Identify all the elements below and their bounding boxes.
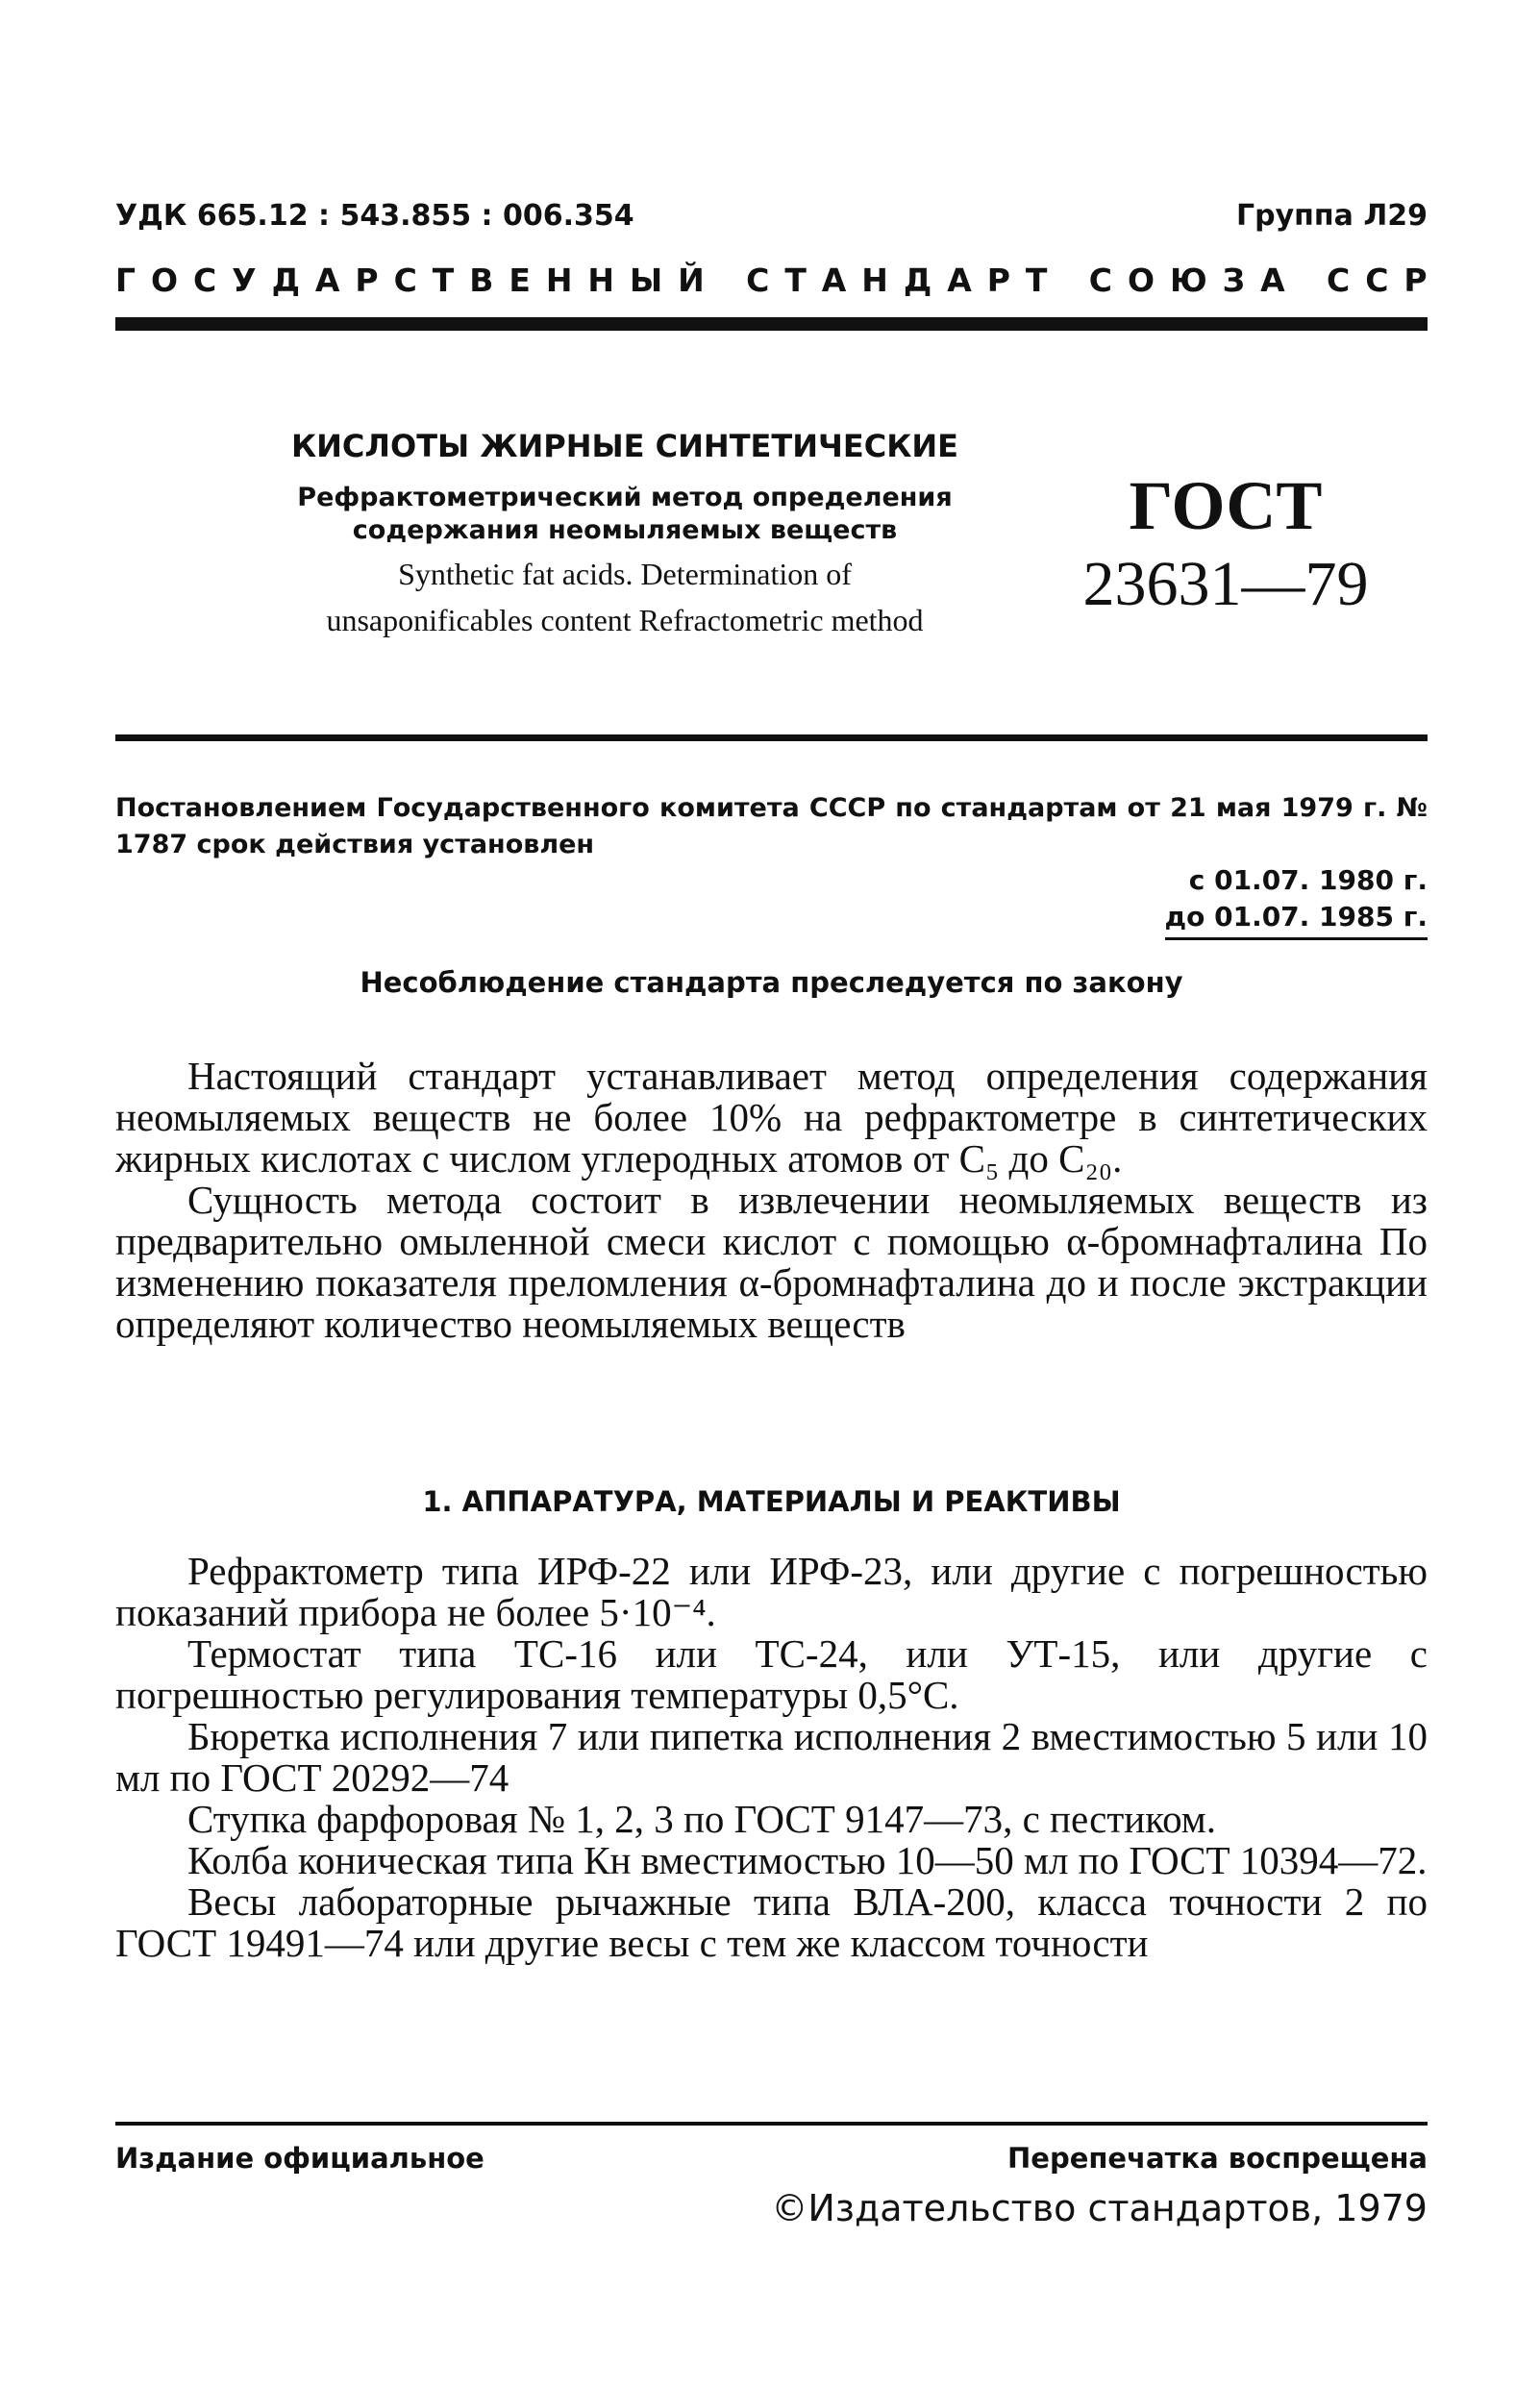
- date-to: до 01.07. 1985 г.: [1165, 899, 1428, 940]
- intro-paragraph-1: Настоящий стандарт устанавливает метод определения содержания неомыляемых веществ не более 10% на рефрактометре в синтетических жирных кислотах с числом углеродных атомов от C₅ до C₂₀.: [115, 1054, 1428, 1181]
- copyright: ©Издательство стандартов, 1979: [771, 2187, 1428, 2229]
- equipment-item: Бюретка исполнения 7 или пипетка исполнения 2 вместимостью 5 или 10 мл по ГОСТ 20292—74: [115, 1714, 1428, 1800]
- heading-letter: Г: [115, 261, 137, 299]
- header-rule: [115, 317, 1428, 331]
- heading-letter: Е: [509, 261, 531, 299]
- heading-letter: А: [947, 261, 972, 299]
- legal-warning: Несоблюдение стандарта преследуется по закону: [360, 966, 1183, 999]
- intro-section: [115, 1056, 1428, 1345]
- heading-letter: Н: [861, 261, 888, 299]
- heading-letter: Ы: [629, 261, 663, 299]
- state-standard-heading: [115, 261, 1428, 299]
- document-page: [115, 0, 1428, 2388]
- footer-rule: [115, 2122, 1428, 2126]
- heading-letter: У: [232, 261, 257, 299]
- equipment-item: Рефрактометр типа ИРФ-22 или ИРФ-23, или другие с погрешностью показаний прибора не более 5·10⁻⁴.: [115, 1549, 1428, 1634]
- gost-number: 23631—79: [1082, 549, 1369, 619]
- heading-letter: В: [469, 261, 494, 299]
- title-sub-line2: содержания неомыляемых веществ: [352, 515, 898, 545]
- heading-letter: А: [1260, 261, 1285, 299]
- equipment-item: Термостат типа ТС-16 или ТС-24, или УТ-15, или другие с погрешностью регулирования температуры 0,5°С.: [115, 1631, 1428, 1717]
- equipment-item: Ступка фарфоровая № 1, 2, 3 по ГОСТ 9147—73, с пестиком.: [187, 1797, 1216, 1841]
- heading-letter: С: [393, 261, 417, 299]
- decree-text: Постановлением Государственного комитета СССР по стандартам от 21 мая 1979 г. № 1787 срок действия установлен: [115, 793, 1428, 859]
- title-english-line1: Synthetic fat acids. Determination of: [398, 557, 852, 591]
- title-block: [240, 428, 1009, 639]
- reprint-forbidden: Перепечатка воспрещена: [1007, 2142, 1428, 2175]
- heading-letter: З: [1222, 261, 1246, 299]
- intro-paragraph-2: Сущность метода состоит в извлечении неомыляемых веществ из предварительно омыленной смеси кислот с помощью α-бромнафталина По изменению показателя преломления α-бромнафталина до и после экстракции определяют количество неомыляемых веществ: [115, 1178, 1428, 1346]
- heading-letter: [720, 261, 732, 299]
- equipment-item: Весы лабораторные рычажные типа ВЛА-200, класса точности 2 по ГОСТ 19491—74 или другие весы с тем же классом точности: [115, 1879, 1428, 1965]
- heading-letter: [1062, 261, 1074, 299]
- udk-code: УДК 665.12 : 543.855 : 006.354: [115, 199, 634, 233]
- group-code: Группа Л29: [1236, 199, 1428, 233]
- heading-letter: Н: [545, 261, 573, 299]
- heading-letter: Р: [355, 261, 379, 299]
- validity-dates: [1165, 862, 1428, 940]
- title-main: КИСЛОТЫ ЖИРНЫЕ СИНТЕТИЧЕСКИЕ: [290, 428, 958, 464]
- equipment-list: [115, 1551, 1428, 1964]
- heading-letter: Д: [271, 261, 300, 299]
- equipment-item: Колба коническая типа Кн вместимостью 10—50 мл по ГОСТ 10394—72.: [187, 1838, 1428, 1882]
- heading-letter: Н: [587, 261, 615, 299]
- heading-letter: С: [193, 261, 217, 299]
- heading-letter: С: [1365, 261, 1389, 299]
- heading-letter: А: [821, 261, 847, 299]
- heading-letter: Р: [986, 261, 1010, 299]
- heading-letter: С: [1327, 261, 1351, 299]
- title-sub-line1: Рефрактометрический метод определения: [297, 483, 953, 512]
- heading-letter: Д: [903, 261, 932, 299]
- heading-letter: Т: [784, 261, 807, 299]
- title-rule: [115, 734, 1428, 741]
- heading-letter: Ю: [1169, 261, 1207, 299]
- heading-letter: [1301, 261, 1312, 299]
- heading-letter: А: [314, 261, 340, 299]
- official-edition: Издание официальное: [115, 2142, 484, 2175]
- heading-letter: Т: [432, 261, 455, 299]
- date-from: с 01.07. 1980 г.: [1188, 864, 1428, 896]
- heading-letter: О: [150, 261, 179, 299]
- heading-letter: С: [746, 261, 770, 299]
- heading-letter: О: [1127, 261, 1155, 299]
- gost-designation: [1029, 466, 1423, 624]
- heading-letter: С: [1088, 261, 1112, 299]
- heading-letter: Р: [1403, 261, 1428, 299]
- heading-letter: Й: [678, 261, 705, 299]
- section-1-heading: 1. АППАРАТУРА, МАТЕРИАЛЫ И РЕАКТИВЫ: [422, 1485, 1121, 1518]
- gost-label: ГОСТ: [1129, 467, 1323, 544]
- title-english-line2: unsaponificables content Refractometric method: [326, 603, 924, 637]
- heading-letter: Т: [1025, 261, 1048, 299]
